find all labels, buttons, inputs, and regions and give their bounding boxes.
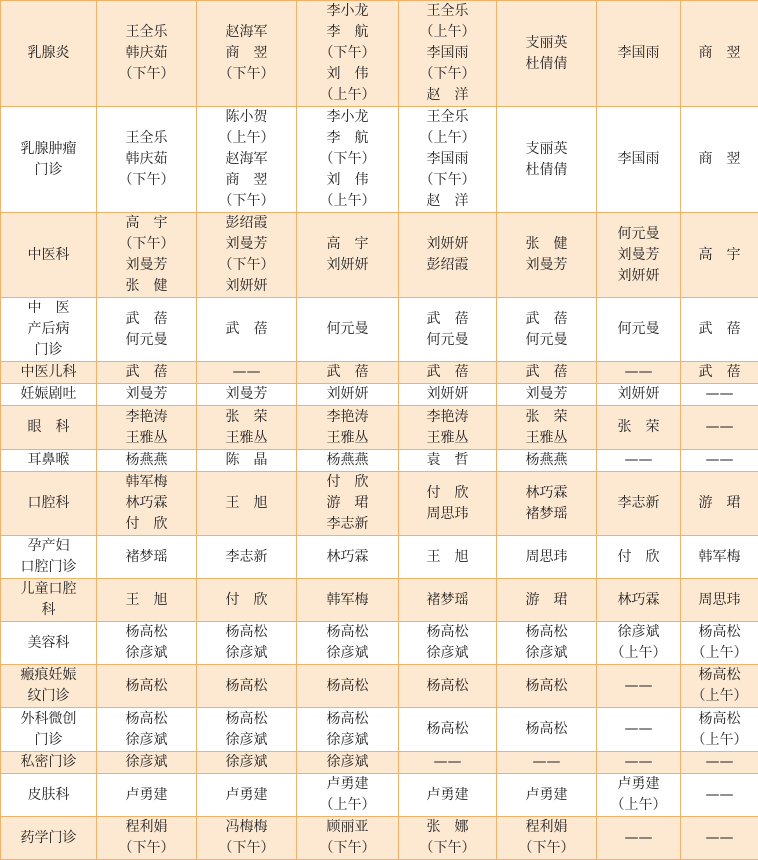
doctor-cell: ——	[597, 362, 681, 384]
table-row	[1, 298, 758, 362]
doctor-cell: ——	[681, 752, 758, 774]
doctor-cell: 游 珺	[681, 472, 758, 536]
doctor-cell: ——	[399, 752, 497, 774]
doctor-cell: 武 蓓	[497, 362, 597, 384]
doctor-cell: 杨高松 徐彦斌	[297, 708, 399, 752]
department-cell: 乳腺炎	[1, 1, 97, 107]
doctor-cell: 杨高松 徐彦斌	[97, 708, 197, 752]
department-cell: 中医科	[1, 213, 97, 298]
doctor-cell: 徐彦斌 （上午）	[597, 622, 681, 665]
doctor-cell: 杨高松	[497, 708, 597, 752]
doctor-cell: 何元曼 刘曼芳 刘妍妍	[597, 213, 681, 298]
doctor-cell: 刘妍妍	[399, 384, 497, 406]
department-cell: 中医儿科	[1, 362, 97, 384]
doctor-cell: 杨高松	[399, 665, 497, 708]
doctor-cell: ——	[597, 708, 681, 752]
doctor-cell: 武 蓓	[97, 362, 197, 384]
doctor-cell: 支丽英 杜倩倩	[497, 1, 597, 107]
table-row	[1, 622, 758, 665]
doctor-cell: 游 珺	[497, 579, 597, 622]
department-cell: 孕产妇 口腔门诊	[1, 536, 97, 579]
doctor-cell: 杨高松	[297, 665, 399, 708]
doctor-cell: 褚梦瑶	[399, 579, 497, 622]
table-row	[1, 817, 758, 860]
table-row	[1, 665, 758, 708]
department-cell: 眼 科	[1, 406, 97, 450]
doctor-cell: 刘妍妍	[297, 384, 399, 406]
schedule-body	[1, 1, 758, 860]
doctor-cell: 程利娟 （下午）	[97, 817, 197, 860]
doctor-cell: 陈 晶	[197, 450, 297, 472]
doctor-cell: ——	[681, 774, 758, 817]
doctor-cell: 杨高松	[399, 708, 497, 752]
doctor-cell: 李志新	[597, 472, 681, 536]
doctor-cell: 武 蓓	[197, 298, 297, 362]
doctor-cell: 冯梅梅 （下午）	[197, 817, 297, 860]
doctor-cell: 杨高松 徐彦斌	[197, 708, 297, 752]
doctor-cell: 杨高松 徐彦斌	[297, 622, 399, 665]
department-cell: 口腔科	[1, 472, 97, 536]
doctor-cell: 李小龙 李 航 （下午） 刘 伟 （上午）	[297, 107, 399, 213]
department-cell: 瘢痕妊娠 纹门诊	[1, 665, 97, 708]
doctor-cell: 林巧霖	[297, 536, 399, 579]
doctor-cell: 武 蓓	[681, 362, 758, 384]
doctor-cell: 彭绍霞 刘曼芳 （下午） 刘妍妍	[197, 213, 297, 298]
doctor-cell: 武 蓓	[681, 298, 758, 362]
department-cell: 私密门诊	[1, 752, 97, 774]
table-row	[1, 362, 758, 384]
doctor-cell: ——	[497, 752, 597, 774]
doctor-cell: 付 欣	[197, 579, 297, 622]
department-cell: 儿童口腔 科	[1, 579, 97, 622]
doctor-cell: 张 健 刘曼芳	[497, 213, 597, 298]
doctor-cell: ——	[597, 450, 681, 472]
department-cell: 中 医 产后病 门诊	[1, 298, 97, 362]
doctor-cell: 卢勇建	[399, 774, 497, 817]
doctor-cell: 何元曼	[297, 298, 399, 362]
doctor-cell: 付 欣	[597, 536, 681, 579]
doctor-cell: 刘妍妍	[597, 384, 681, 406]
doctor-cell: 李国雨	[597, 1, 681, 107]
doctor-cell: 杨高松 徐彦斌	[197, 622, 297, 665]
doctor-cell: 卢勇建	[497, 774, 597, 817]
doctor-cell: 支丽英 杜倩倩	[497, 107, 597, 213]
doctor-cell: 李艳涛 王雅丛	[399, 406, 497, 450]
doctor-cell: 林巧霖 褚梦瑶	[497, 472, 597, 536]
table-row	[1, 1, 758, 107]
department-cell: 药学门诊	[1, 817, 97, 860]
doctor-cell: 张 娜 （下午）	[399, 817, 497, 860]
doctor-cell: 杨燕燕	[97, 450, 197, 472]
doctor-cell: 张 荣	[597, 406, 681, 450]
doctor-cell: 何元曼	[597, 298, 681, 362]
doctor-cell: 李艳涛 王雅丛	[297, 406, 399, 450]
doctor-cell: ——	[681, 384, 758, 406]
doctor-cell: 卢勇建 （上午）	[297, 774, 399, 817]
doctor-cell: 王全乐 韩庆茹 （下午）	[97, 1, 197, 107]
doctor-cell: 商 翌	[681, 1, 758, 107]
doctor-cell: 周思玮	[497, 536, 597, 579]
doctor-cell: 陈小贺 （上午） 赵海军 商 翌 （下午）	[197, 107, 297, 213]
doctor-cell: 王全乐 韩庆茹 （下午）	[97, 107, 197, 213]
doctor-cell: 张 荣 王雅丛	[197, 406, 297, 450]
doctor-cell: 徐彦斌	[197, 752, 297, 774]
doctor-cell: 杨燕燕	[297, 450, 399, 472]
doctor-cell: 杨高松	[97, 665, 197, 708]
department-cell: 美容科	[1, 622, 97, 665]
doctor-cell: 刘曼芳	[197, 384, 297, 406]
doctor-cell: 王 旭	[399, 536, 497, 579]
doctor-cell: 韩军梅	[297, 579, 399, 622]
doctor-cell: 武 蓓	[297, 362, 399, 384]
doctor-cell: 徐彦斌	[297, 752, 399, 774]
doctor-cell: 李艳涛 王雅丛	[97, 406, 197, 450]
table-row	[1, 752, 758, 774]
doctor-cell: ——	[197, 362, 297, 384]
doctor-cell: ——	[681, 817, 758, 860]
table-row	[1, 384, 758, 406]
table-row	[1, 774, 758, 817]
table-row	[1, 472, 758, 536]
doctor-cell: 武 蓓 何元曼	[399, 298, 497, 362]
doctor-cell: 韩军梅	[681, 536, 758, 579]
department-cell: 皮肤科	[1, 774, 97, 817]
doctor-cell: 林巧霖	[597, 579, 681, 622]
doctor-cell: 赵海军 商 翌 （下午）	[197, 1, 297, 107]
doctor-cell: 刘妍妍 彭绍霞	[399, 213, 497, 298]
doctor-cell: 王全乐 （上午） 李国雨 （下午） 赵 洋	[399, 1, 497, 107]
doctor-cell: 李志新	[197, 536, 297, 579]
department-cell: 乳腺肿瘤 门诊	[1, 107, 97, 213]
doctor-cell: ——	[597, 752, 681, 774]
doctor-cell: 刘曼芳	[97, 384, 197, 406]
doctor-cell: 王 旭	[97, 579, 197, 622]
doctor-cell: 杨高松 （上午）	[681, 708, 758, 752]
table-row	[1, 708, 758, 752]
doctor-cell: 刘曼芳	[497, 384, 597, 406]
department-cell: 耳鼻喉	[1, 450, 97, 472]
doctor-cell: ——	[681, 450, 758, 472]
table-row	[1, 107, 758, 213]
department-cell: 妊娠剧吐	[1, 384, 97, 406]
doctor-cell: ——	[597, 817, 681, 860]
doctor-cell: 杨高松 （上午）	[681, 622, 758, 665]
doctor-cell: 褚梦瑶	[97, 536, 197, 579]
doctor-cell: 张 荣 王雅丛	[497, 406, 597, 450]
doctor-cell: 周思玮	[681, 579, 758, 622]
doctor-cell: 高 宇 刘妍妍	[297, 213, 399, 298]
doctor-cell: 王全乐 （上午） 李国雨 （下午） 赵 洋	[399, 107, 497, 213]
doctor-cell: 付 欣 游 珺 李志新	[297, 472, 399, 536]
doctor-cell: 卢勇建	[197, 774, 297, 817]
doctor-cell: ——	[597, 665, 681, 708]
doctor-cell: 韩军梅 林巧霖 付 欣	[97, 472, 197, 536]
doctor-cell: 杨燕燕	[497, 450, 597, 472]
doctor-cell: 付 欣 周思玮	[399, 472, 497, 536]
doctor-cell: 武 蓓 何元曼	[497, 298, 597, 362]
doctor-cell: 武 蓓 何元曼	[97, 298, 197, 362]
doctor-cell: 杨高松	[197, 665, 297, 708]
doctor-cell: 杨高松 徐彦斌	[97, 622, 197, 665]
doctor-cell: 徐彦斌	[97, 752, 197, 774]
doctor-cell: 高 宇 （下午） 刘曼芳 张 健	[97, 213, 197, 298]
table-row	[1, 579, 758, 622]
table-row	[1, 406, 758, 450]
doctor-cell: 杨高松 徐彦斌	[399, 622, 497, 665]
doctor-cell: ——	[681, 406, 758, 450]
doctor-cell: 顾丽亚 （下午）	[297, 817, 399, 860]
doctor-cell: 武 蓓	[399, 362, 497, 384]
table-row	[1, 213, 758, 298]
doctor-cell: 杨高松 （上午）	[681, 665, 758, 708]
department-cell: 外科微创 门诊	[1, 708, 97, 752]
table-row	[1, 450, 758, 472]
doctor-cell: 商 翌	[681, 107, 758, 213]
doctor-cell: 卢勇建	[97, 774, 197, 817]
doctor-cell: 李小龙 李 航 （下午） 刘 伟 （上午）	[297, 1, 399, 107]
doctor-cell: 程利娟 （下午）	[497, 817, 597, 860]
table-row	[1, 536, 758, 579]
doctor-cell: 李国雨	[597, 107, 681, 213]
doctor-cell: 袁 哲	[399, 450, 497, 472]
doctor-cell: 卢勇建 （上午）	[597, 774, 681, 817]
doctor-cell: 杨高松 徐彦斌	[497, 622, 597, 665]
doctor-cell: 王 旭	[197, 472, 297, 536]
doctor-cell: 杨高松	[497, 665, 597, 708]
doctor-cell: 高 宇	[681, 213, 758, 298]
